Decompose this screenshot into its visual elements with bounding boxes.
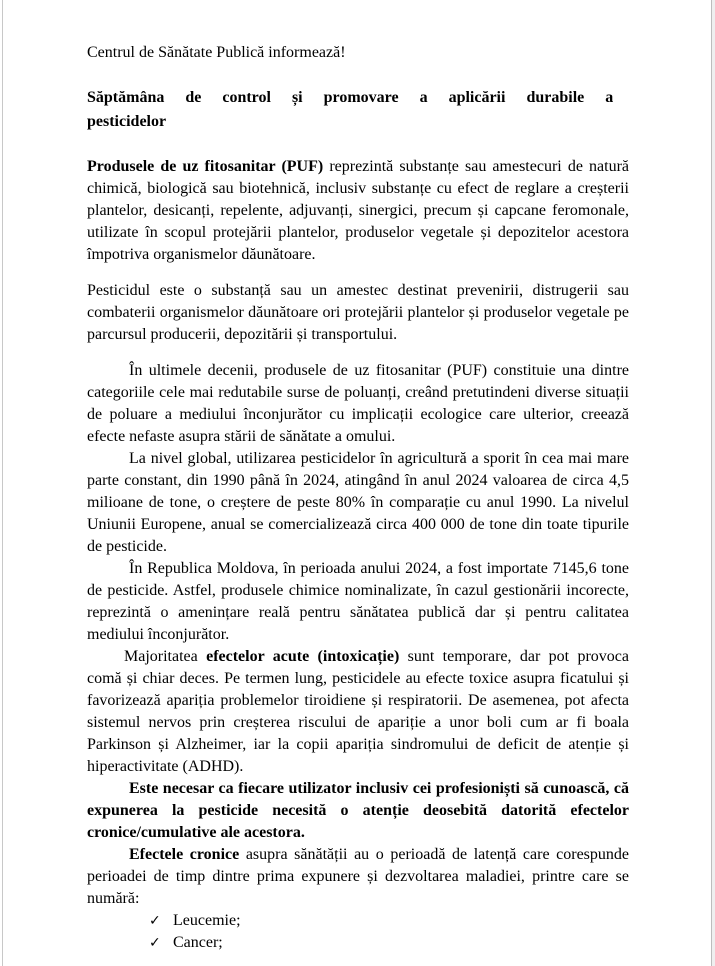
check-icon: ✓ bbox=[149, 935, 161, 951]
paragraph-pesticide-definition: Pesticidul este o substanță sau un amestec destinat prevenirii, distrugerii sau combaterii organismelor dăunătoare ori protejării plantelor și produselor vegetale pe parcursul producerii, depozitării și transportului. bbox=[87, 282, 629, 343]
paragraph-acute-effects bbox=[87, 646, 629, 778]
list-item bbox=[149, 910, 629, 932]
document-title-text: Săptămâna de control și promovare a aplicării durabile a pesticidelor bbox=[87, 89, 614, 130]
list-item bbox=[149, 932, 629, 954]
puf-definition-text: reprezintă substanțe sau amestecuri de natură chimică, biologică sau biotehnică, inclusiv substanțe cu efect de reglare a creșterii plantelor, desicanți, repelente, adjuvanți, sinergici, precum și capcane feromonale, utilizate în scopul protejării plantelor, produselor vegetale și depozitelor acestora împotriva organismelor dăunătoare. bbox=[87, 158, 630, 263]
acute-effects-intro: Majoritatea bbox=[124, 648, 207, 665]
acute-effects-text: sunt temporare, dar pot provoca comă și chiar deces. Pe termen lung, pesticidele au efecte toxice asupra ficatului și favorizează apariția problemelor tiroidiene și respiratorii. De asemenea, pot afecta sistemul nervos prin creșterea riscului de apariție a unor boli cum ar fi boala Parkinson și Alzheimer, iar la copii apariția sindromului de deficit de atenție și hiperactivitate (ADHD). bbox=[87, 648, 629, 775]
chronic-effects-list bbox=[87, 910, 629, 954]
page-left-border bbox=[2, 0, 3, 966]
puf-term: Produsele de uz fitosanitar (PUF) bbox=[87, 158, 324, 175]
check-icon: ✓ bbox=[149, 913, 161, 929]
document-page bbox=[87, 42, 629, 954]
paragraph-chronic-effects bbox=[87, 844, 629, 910]
chronic-effects-term: Efectele cronice bbox=[129, 846, 240, 863]
document-header: Centrul de Sănătate Publică informează! bbox=[87, 44, 346, 61]
paragraph-global-usage: La nivel global, utilizarea pesticidelor în agricultură a sporit în cea mai mare parte constant, din 1990 până în 2024, atingând în anul 2024 valoarea de circa 4,5 milioane de tone, o creștere de peste 80% în comparație cu anul 1990. La nivelul Uniunii Europene, anual se comercializează circa 400 000 de tone din toate tipurile de pesticide. bbox=[87, 450, 629, 555]
paragraph-warning: Este necesar ca fiecare utilizator inclusiv cei profesioniști să cunoască, că expunerea la pesticide necesită o atenție deosebită datorită efectelor cronice/cumulative ale acestora. bbox=[87, 780, 629, 841]
chronic-effects-text: asupra sănătății au o perioadă de latență care corespunde perioadei de timp dintre prima expunere și dezvoltarea maladiei, printre care se numără: bbox=[87, 846, 630, 907]
list-item-label: Cancer; bbox=[173, 934, 223, 951]
acute-effects-term: efectelor acute (intoxicație) bbox=[206, 648, 400, 665]
paragraph-puf-definition bbox=[87, 156, 629, 266]
paragraph-moldova: În Republica Moldova, în perioada anului 2024, a fost importate 7145,6 tone de pesticide. Astfel, produsele chimice nominalizate, în cazul gestionării incorecte, reprezintă o amenințare reală pentru sănătatea publică dar și pentru calitatea mediului înconjurător. bbox=[87, 560, 629, 643]
document-title bbox=[87, 86, 629, 134]
list-item-label: Leucemie; bbox=[173, 912, 241, 929]
paragraph-pollution: În ultimele decenii, produsele de uz fitosanitar (PUF) constituie una dintre categoriile cele mai redutabile surse de poluanți, creând pretutindeni diverse situații de poluare a mediului înconjurător cu implicații ecologice care ulterior, creează efecte nefaste asupra stării de sănătate a omului. bbox=[87, 362, 629, 445]
